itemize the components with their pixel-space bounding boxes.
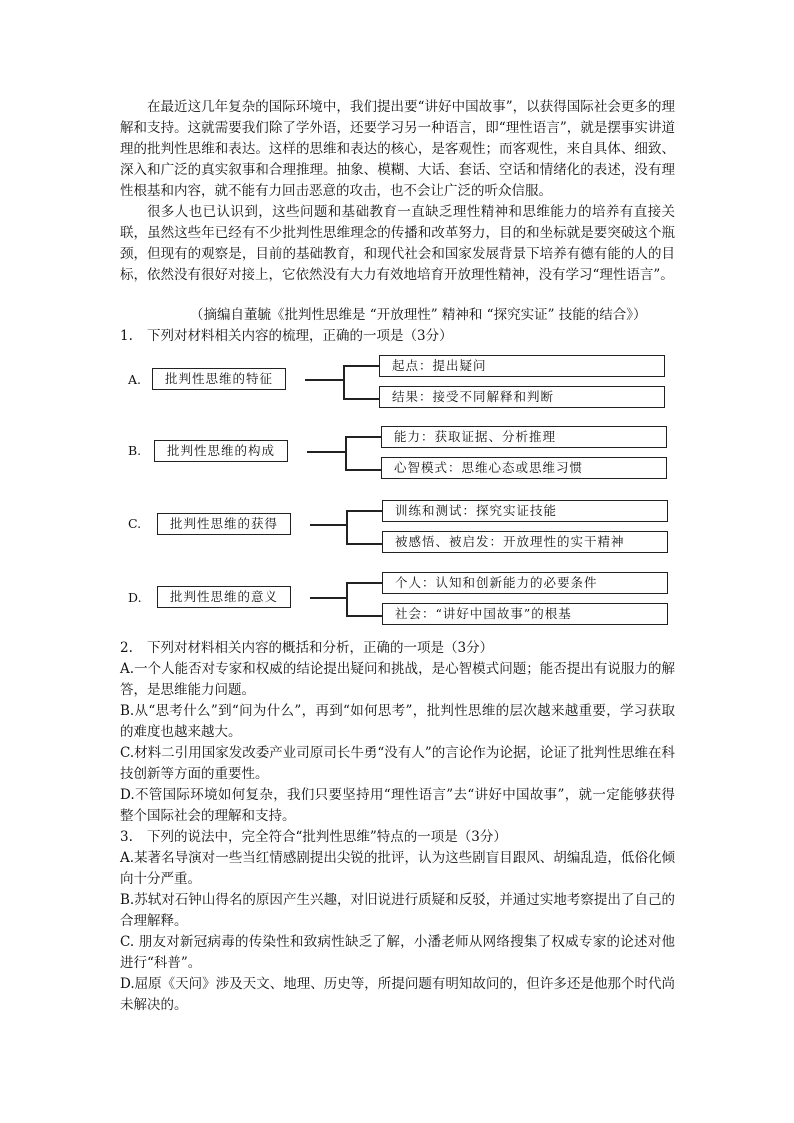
question-2-stem xyxy=(120,638,675,659)
main-box: 批判性思维的获得 xyxy=(157,513,291,535)
question-2-option-b: B.从“思考什么”到“问为什么”，再到“如何思考”，批判性思维的层次越来越重要，学习获取的难度也越来越大。 xyxy=(120,703,675,740)
question-1-diagram xyxy=(120,350,680,630)
connector xyxy=(343,365,345,399)
main-box: 批判性思维的构成 xyxy=(154,440,288,462)
question-2-option-a: A.一个人能否对专家和权威的结论提出疑问和挑战，是心智模式问题；能否提出有说服力的解答，是思维能力问题。 xyxy=(120,661,675,698)
branch-bottom-box: 结果：接受不同解释和判断 xyxy=(379,386,665,408)
connector xyxy=(307,451,345,453)
question-2-number: 2. xyxy=(120,640,133,656)
connector xyxy=(310,524,346,526)
question-2-option-c: C.材料二引用国家发改委产业司原司长牛勇“没有人”的言论作为论据，论证了批判性思维在科技创新等方面的重要性。 xyxy=(120,745,675,782)
question-1-number: 1. xyxy=(120,328,133,344)
connector xyxy=(346,543,382,545)
main-box: 批判性思维的意义 xyxy=(157,586,291,608)
connector xyxy=(305,379,343,381)
connector xyxy=(345,469,381,471)
branch-top-box: 训练和测试：探究实证技能 xyxy=(382,500,668,522)
branch-top-box: 能力：获取证据、分析推理 xyxy=(381,426,667,448)
branch-bottom-box: 被感悟、被启发：开放理性的实干精神 xyxy=(382,531,668,553)
question-1-text: 下列对材料相关内容的梳理，正确的一项是（3分） xyxy=(147,328,453,344)
question-2-option-d: D.不管国际环境如何复杂，我们只要坚持用“理性语言”去“讲好中国故事”，就一定能够获得整个国际社会的理解和支持。 xyxy=(120,787,675,824)
branch-bottom-box: 心智模式：思维心态或思维习惯 xyxy=(381,457,667,479)
question-3-text: 下列的说法中，完全符合“批判性思维”特点的一项是（3分） xyxy=(147,829,507,845)
connector xyxy=(346,510,348,544)
connector xyxy=(346,510,382,512)
connector xyxy=(345,436,347,470)
option-label: A. xyxy=(128,372,142,387)
connector xyxy=(346,582,348,616)
question-3-option-a: A.某著名导演对一些当红情感剧提出尖锐的批评，认为这些剧盲目跟风、胡编乱造，低俗化倾向十分严重。 xyxy=(120,850,675,887)
question-2-text: 下列对材料相关内容的概括和分析，正确的一项是（3分） xyxy=(147,640,494,656)
passage-paragraph-1: 在最近这几年复杂的国际环境中，我们提出要“讲好中国故事”，以获得国际社会更多的理解和支持。这就需要我们除了学外语，还要学习另一种语言，即“理性语言”，就是摆事实讲道理的批判性思维和表达。这样的思维和表达的核心，是客观性；而客观性，来自具体、细致、深入和广泛的真实叙事和合理推理。抽象、模糊、大话、套话、空话和情绪化的表述，没有理性根基和内容，就不能有力回击恶意的攻击，也不会让广泛的听众信服。 xyxy=(120,99,675,199)
option-label: C. xyxy=(128,516,142,531)
main-box: 批判性思维的特征 xyxy=(152,368,286,390)
connector xyxy=(346,615,382,617)
option-label: D. xyxy=(128,590,142,605)
connector xyxy=(343,398,379,400)
connector xyxy=(346,582,382,584)
question-3-option-d: D.屈原《天问》涉及天文、地理、历史等，所提问题有明知故问的，但许多还是他那个时代尚未解决的。 xyxy=(120,976,675,1013)
connector xyxy=(343,365,379,367)
option-label: B. xyxy=(128,443,142,458)
question-3-option-c: C. 朋友对新冠病毒的传染性和致病性缺乏了解，小潘老师从网络搜集了权威专家的论述对他进行“科普”。 xyxy=(120,934,675,971)
passage-source: （摘编自董毓《批判性思维是 “开放理性” 精神和 “探究实证” 技能的结合》） xyxy=(190,307,647,323)
question-3-option-b: B.苏轼对石钟山得名的原因产生兴趣，对旧说进行质疑和反驳，并通过实地考察提出了自己的合理解释。 xyxy=(120,892,675,929)
question-1-stem xyxy=(120,326,675,347)
question-3-stem xyxy=(120,827,675,848)
passage-paragraph-2: 很多人也已认识到，这些问题和基础教育一直缺乏理性精神和思维能力的培养有直接关联，虽然这些年已经有不少批判性思维理念的传播和改革努力，目的和坐标就是要突破这个瓶颈，但现有的观察是，目前的基础教育，和现代社会和国家发展背景下培养有德有能的人的目标，依然没有很好对接上，它依然没有大力有效地培育开放理性精神，没有学习“理性语言”。 xyxy=(120,204,675,283)
connector xyxy=(345,436,381,438)
question-3-number: 3. xyxy=(120,829,133,845)
branch-top-box: 起点：提出疑问 xyxy=(379,355,665,377)
connector xyxy=(310,597,346,599)
branch-bottom-box: 社会：“讲好中国故事”的根基 xyxy=(382,603,668,625)
branch-top-box: 个人：认知和创新能力的必要条件 xyxy=(382,572,668,594)
